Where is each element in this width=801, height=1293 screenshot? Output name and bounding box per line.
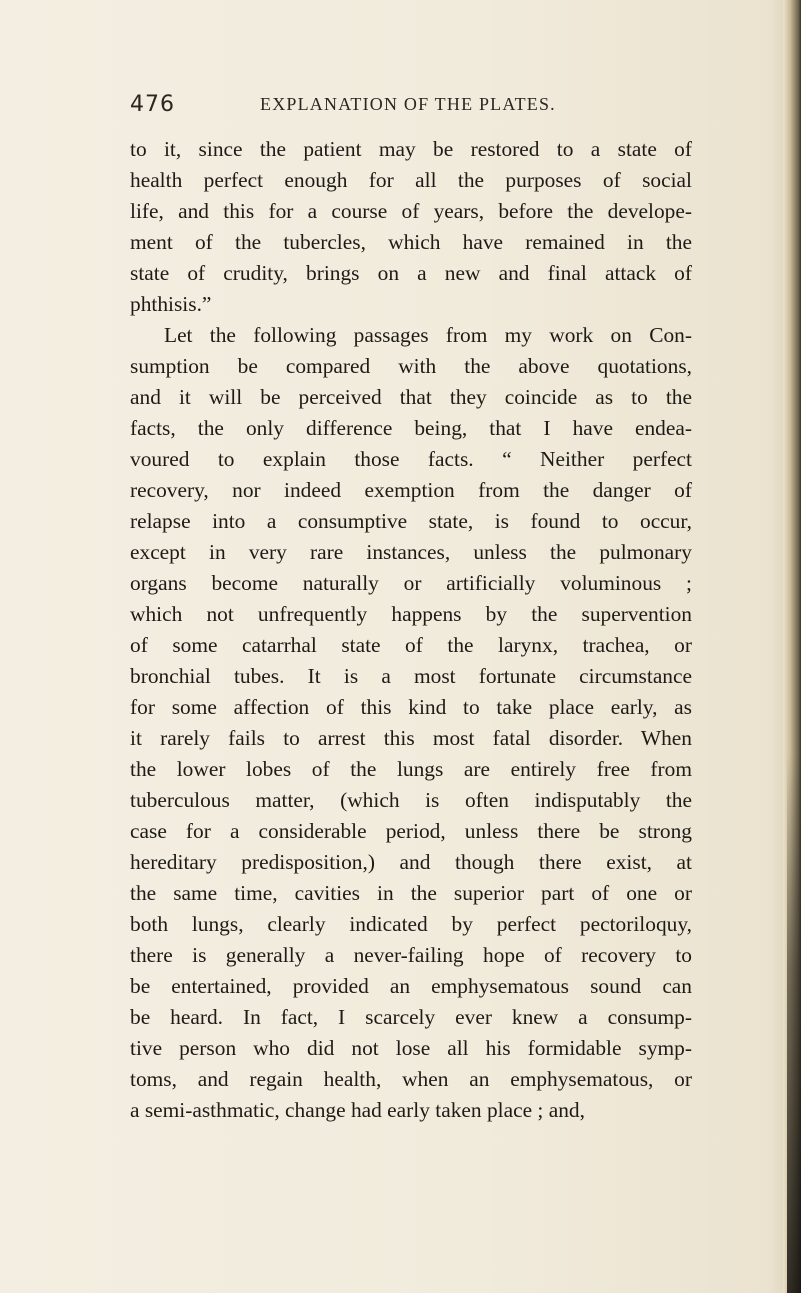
text-line: there is generally a never-failing hope of recovery to: [130, 943, 692, 967]
text-line: relapse into a consumptive state, is found to occur,: [130, 509, 692, 533]
text-line: be entertained, provided an emphysematous sound can: [130, 974, 692, 998]
text-line: ment of the tubercles, which have remained in the: [130, 230, 692, 254]
page-edge-dark: [787, 753, 801, 1293]
page-header: [130, 92, 690, 122]
text-line: phthisis.”: [130, 292, 212, 316]
text-line: both lungs, clearly indicated by perfect pectoriloquy,: [130, 912, 692, 936]
running-head: EXPLANATION OF THE PLATES.: [260, 94, 556, 114]
text-line: organs become naturally or artificially voluminous ;: [130, 571, 692, 595]
body-text: [130, 134, 692, 1126]
text-line: hereditary predisposition,) and though there exist, at: [130, 850, 692, 874]
text-line: it rarely fails to arrest this most fatal disorder. When: [130, 726, 692, 750]
text-line: sumption be compared with the above quotations,: [130, 354, 692, 378]
text-line: to it, since the patient may be restored to a state of: [130, 137, 692, 161]
text-line: the same time, cavities in the superior part of one or: [130, 881, 692, 905]
text-line: state of crudity, brings on a new and final attack of: [130, 261, 692, 285]
text-line: which not unfrequently happens by the supervention: [130, 602, 692, 626]
text-line: and it will be perceived that they coincide as to the: [130, 385, 692, 409]
text-line: the lower lobes of the lungs are entirely free from: [130, 757, 692, 781]
text-line: of some catarrhal state of the larynx, trachea, or: [130, 633, 692, 657]
text-line: recovery, nor indeed exemption from the danger of: [130, 478, 692, 502]
text-line: for some affection of this kind to take place early, as: [130, 695, 692, 719]
text-line: Let the following passages from my work on Con-: [164, 323, 692, 347]
text-line: tive person who did not lose all his formidable symp-: [130, 1036, 692, 1060]
text-line: bronchial tubes. It is a most fortunate circumstance: [130, 664, 692, 688]
text-line: voured to explain those facts. “ Neither perfect: [130, 447, 692, 471]
text-line: facts, the only difference being, that I have endea-: [130, 416, 692, 440]
page-number: 476: [130, 92, 175, 117]
text-line: except in very rare instances, unless the pulmonary: [130, 540, 692, 564]
text-line: life, and this for a course of years, before the develope-: [130, 199, 692, 223]
text-line: case for a considerable period, unless there be strong: [130, 819, 692, 843]
text-line: be heard. In fact, I scarcely ever knew a consump-: [130, 1005, 692, 1029]
text-line: a semi-asthmatic, change had early taken place ; and,: [130, 1098, 585, 1122]
text-line: toms, and regain health, when an emphysematous, or: [130, 1067, 692, 1091]
text-line: tuberculous matter, (which is often indisputably the: [130, 788, 692, 812]
text-line: health perfect enough for all the purposes of social: [130, 168, 692, 192]
